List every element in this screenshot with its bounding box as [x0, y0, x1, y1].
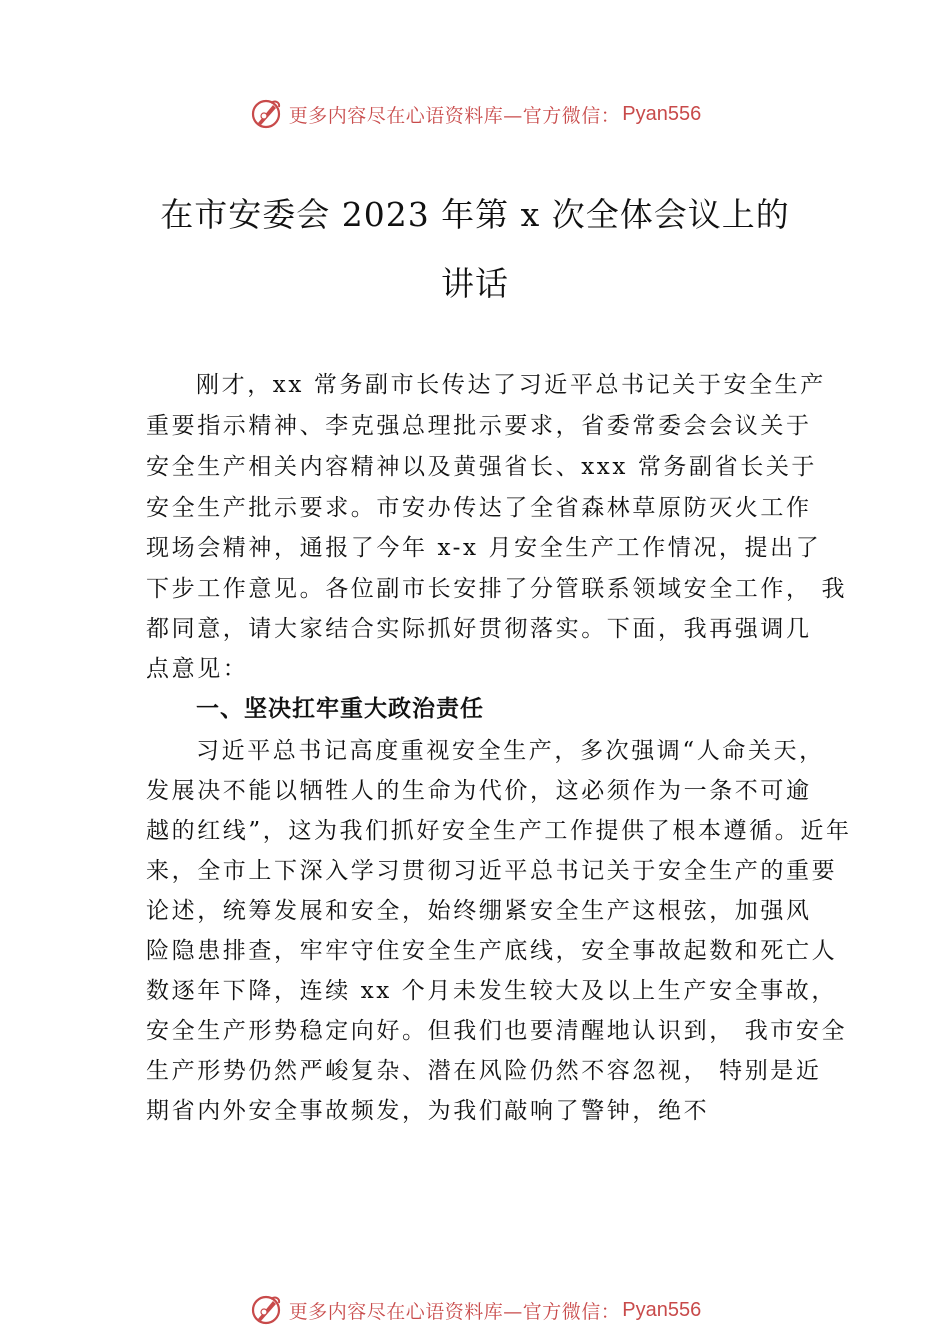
body-line: 发展决不能以牺牲人的生命为代价，这必须作为一条不可逾	[146, 778, 812, 804]
body-line: 都同意，请大家结合实际抓好贯彻落实。下面，我再强调几	[146, 616, 812, 642]
watermark-wechat-id: Pyan556	[622, 102, 702, 125]
body-line: 期省内外安全事故频发，为我们敲响了警钟，绝不	[146, 1098, 710, 1124]
body-line: 生产形势仍然严峻复杂、潜在风险仍然不容忽视， 特别是近	[146, 1058, 822, 1084]
footer-watermark	[0, 1290, 950, 1330]
body-line: 现场会精神，通报了今年 x-x 月安全生产工作情况，提出了	[146, 535, 822, 561]
body-line: 论述，统筹发展和安全，始终绷紧安全生产这根弦，加强风	[146, 898, 812, 924]
pen-circle-logo-icon	[249, 97, 283, 131]
document-title-line-2: 讲话	[441, 264, 509, 303]
watermark-text: 更多内容尽在心语资料库—官方微信：	[288, 104, 621, 127]
body-line: 刚才，xx 常务副市长传达了习近平总书记关于安全生产	[196, 372, 826, 398]
body-line: 安全生产批示要求。市安办传达了全省森林草原防灭火工作	[146, 495, 812, 521]
header-watermark	[0, 94, 950, 134]
body-line: 来，全市上下深入学习贯彻习近平总书记关于安全生产的重要	[146, 858, 838, 884]
document-title-line-1: 在市安委会 2023 年第 x 次全体会议上的	[160, 195, 790, 234]
pen-circle-logo-icon	[249, 1293, 283, 1327]
body-line: 安全生产相关内容精神以及黄强省长、xxx 常务副省长关于	[146, 454, 818, 480]
body-line: 数逐年下降，连续 xx 个月未发生较大及以上生产安全事故，	[146, 978, 837, 1004]
body-line: 安全生产形势稳定向好。但我们也要清醒地认识到， 我市安全	[146, 1018, 848, 1044]
body-line: 险隐患排查，牢牢守住安全生产底线，安全事故起数和死亡人	[146, 938, 838, 964]
body-line: 下步工作意见。各位副市长安排了分管联系领域安全工作， 我	[146, 576, 848, 602]
watermark-wechat-id: Pyan556	[622, 1298, 702, 1321]
section-heading: 一、坚决扛牢重大政治责任	[196, 696, 484, 722]
body-line: 重要指示精神、李克强总理批示要求，省委常委会会议关于	[146, 413, 812, 439]
body-line: 点意见：	[146, 656, 249, 682]
body-line: 越的红线”，这为我们抓好安全生产工作提供了根本遵循。近年	[146, 818, 852, 844]
watermark-text: 更多内容尽在心语资料库—官方微信：	[288, 1300, 621, 1323]
body-line: 习近平总书记高度重视安全生产，多次强调“人命关天，	[196, 738, 825, 764]
